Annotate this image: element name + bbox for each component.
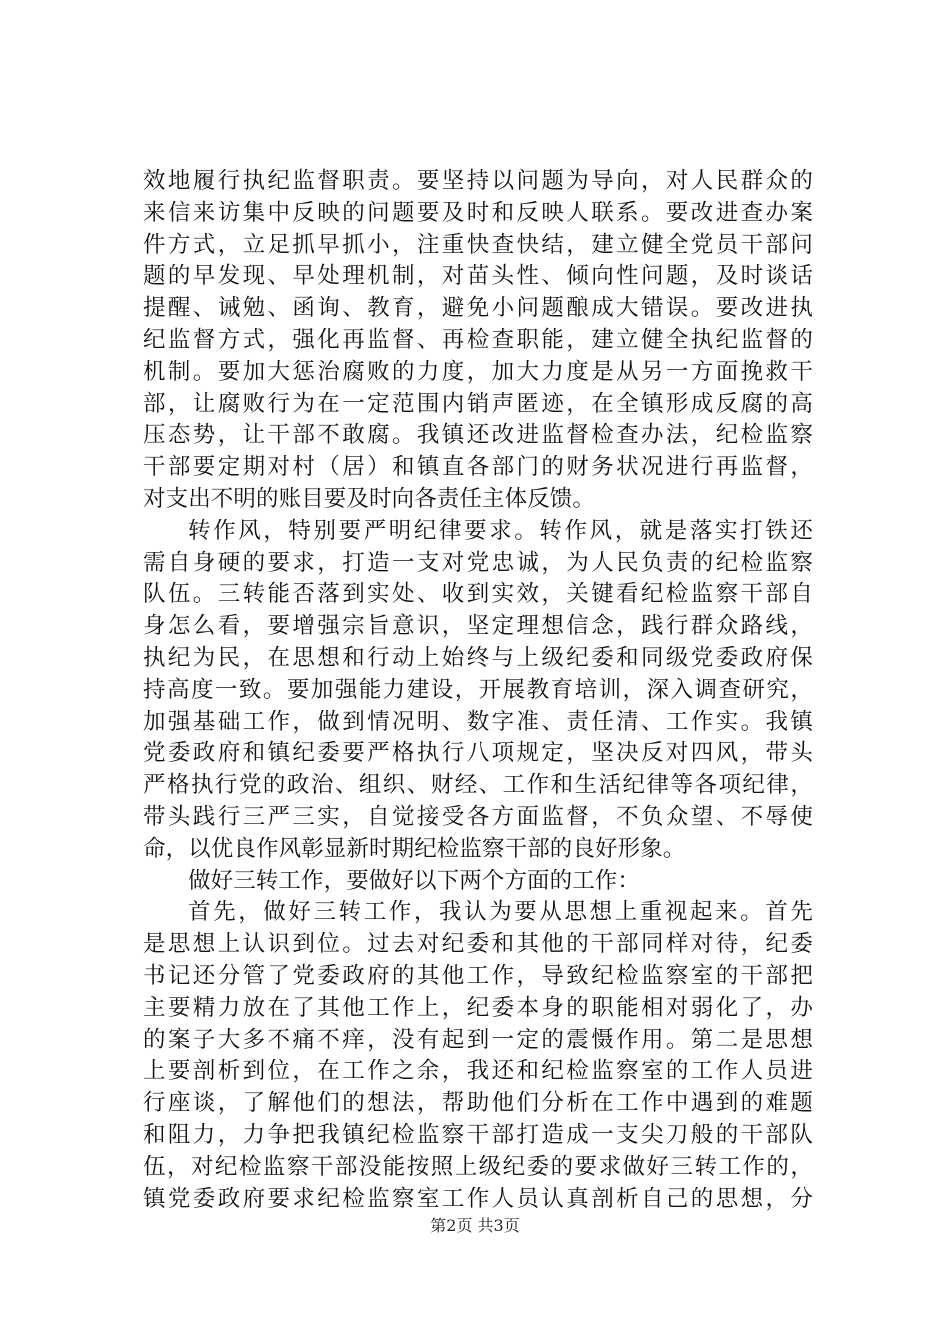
text-line: 党委政府和镇纪委要严格执行八项规定，坚决反对四风，带头 <box>143 740 813 767</box>
text-line: 加强基础工作，做到情况明、数字准、责任清、工作实。我镇 <box>143 708 813 735</box>
text-line: 需自身硬的要求，打造一支对党忠诚，为人民负责的纪检监察 <box>143 549 813 576</box>
page-footer: 第2页 共3页 <box>430 1216 520 1235</box>
text-line: 题的早发现、早处理机制，对苗头性、倾向性问题，及时谈话 <box>143 263 813 290</box>
text-line: 行座谈，了解他们的想法，帮助他们分析在工作中遇到的难题 <box>143 1090 813 1117</box>
text-line: 和阻力，力争把我镇纪检监察干部打造成一支尖刀般的干部队 <box>143 1121 813 1148</box>
text-line: 首先，做好三转工作，我认为要从思想上重视起来。首先 <box>188 899 813 926</box>
text-line: 提醒、诫勉、函询、教育，避免小问题酿成大错误。要改进执 <box>143 295 813 322</box>
text-line: 效地履行执纪监督职责。要坚持以问题为导向，对人民群众的 <box>143 168 813 194</box>
text-line: 干部要定期对村（居）和镇直各部门的财务状况进行再监督， <box>143 454 813 481</box>
text-line: 持高度一致。要加强能力建设，开展教育培训，深入调查研究， <box>143 676 813 703</box>
text-line: 命，以优良作风彰显新时期纪检监察干部的良好形象。 <box>143 835 686 862</box>
text-line: 是思想上认识到位。过去对纪委和其他的干部同样对待，纪委 <box>143 931 813 958</box>
text-line: 压态势，让干部不敢腐。我镇还改进监督检查办法，纪检监察 <box>143 422 813 449</box>
text-line: 纪监督方式，强化再监督、再检查职能，建立健全执纪监督的 <box>143 326 813 353</box>
text-line: 上要剖析到位，在工作之余，我还和纪检监察室的工作人员进 <box>143 1058 813 1085</box>
text-line: 件方式，立足抓早抓小，注重快查快结，建立健全党员干部问 <box>143 231 813 258</box>
text-line: 来信来访集中反映的问题要及时和反映人联系。要改进查办案 <box>143 199 813 226</box>
text-line: 严格执行党的政治、组织、财经、工作和生活纪律等各项纪律， <box>143 772 813 799</box>
body-text <box>143 166 813 1215</box>
text-line: 伍，对纪检监察干部没能按照上级纪委的要求做好三转工作的， <box>143 1153 813 1180</box>
text-line: 的案子大多不痛不痒，没有起到一定的震慑作用。第二是思想 <box>143 1026 813 1053</box>
text-line: 身怎么看，要增强宗旨意识，坚定理想信念，践行群众路线， <box>143 613 813 640</box>
text-line: 机制。要加大惩治腐败的力度，加大力度是从另一方面挽救干 <box>143 358 813 385</box>
text-line: 书记还分管了党委政府的其他工作，导致纪检监察室的干部把 <box>143 962 813 989</box>
text-line: 主要精力放在了其他工作上，纪委本身的职能相对弱化了，办 <box>143 994 813 1021</box>
text-line: 对支出不明的账目要及时向各责任主体反馈。 <box>143 485 596 512</box>
text-line: 转作风，特别要严明纪律要求。转作风，就是落实打铁还 <box>188 517 813 544</box>
text-line: 做好三转工作，要做好以下两个方面的工作： <box>188 867 641 894</box>
text-line: 队伍。三转能否落到实处、收到实效，关键看纪检监察干部自 <box>143 581 813 608</box>
text-line: 镇党委政府要求纪检监察室工作人员认真剖析自己的思想，分 <box>143 1185 813 1212</box>
text-line: 部，让腐败行为在一定范围内销声匿迹，在全镇形成反腐的高 <box>143 390 813 417</box>
text-line: 执纪为民，在思想和行动上始终与上级纪委和同级党委政府保 <box>143 644 813 671</box>
text-line: 带头践行三严三实，自觉接受各方面监督，不负众望、不辱使 <box>143 803 813 830</box>
